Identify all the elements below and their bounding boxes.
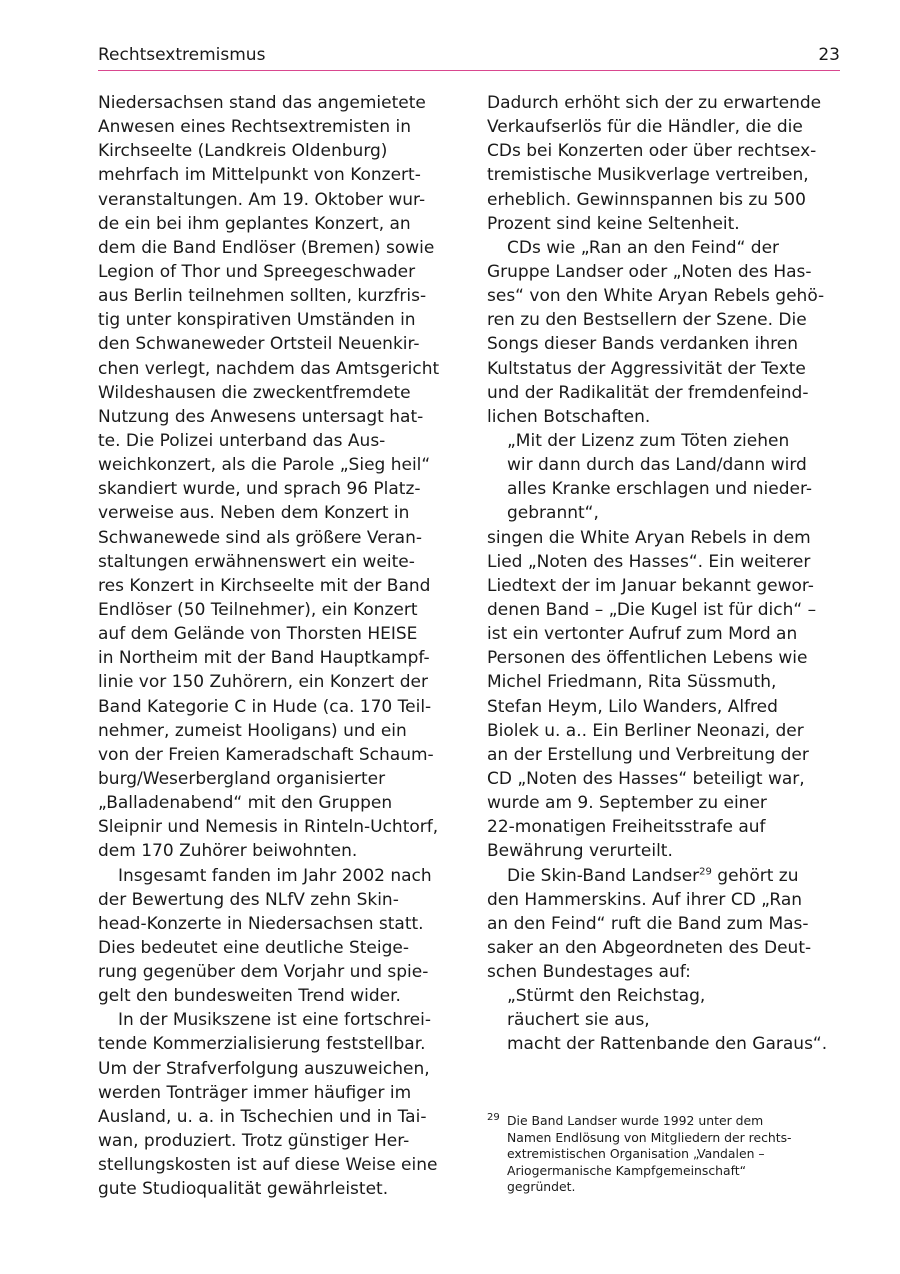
- text-line: Band Kategorie C in Hude (ca. 170 Teil-: [98, 696, 432, 717]
- text-line: Ausland, u. a. in Tschechien und in Tai-: [98, 1106, 427, 1127]
- left-column: [98, 91, 458, 1201]
- text-line: 22-monatigen Freiheitsstrafe auf: [487, 817, 766, 838]
- quote-line: räuchert sie aus,: [507, 1010, 650, 1031]
- quote-line: „Mit der Lizenz zum Töten ziehen: [507, 430, 790, 451]
- footnote-line: extremistischen Organisation „Vandalen –: [507, 1146, 765, 1162]
- text-line: dem 170 Zuhörer beiwohnten.: [98, 841, 358, 862]
- quote-line: wir dann durch das Land/dann wird: [507, 455, 807, 476]
- text-line: nehmer, zumeist Hooligans) und ein: [98, 720, 407, 741]
- text-line: Sleipnir und Nemesis in Rinteln-Uchtorf,: [98, 817, 439, 838]
- text-line: „Balladenabend“ mit den Gruppen: [98, 793, 393, 814]
- text-line: wan, produziert. Trotz günstiger Her-: [98, 1131, 410, 1152]
- text-line: gelt den bundesweiten Trend wider.: [98, 986, 401, 1007]
- text-line: CDs bei Konzerten oder über rechtsex-: [487, 141, 817, 162]
- text-line: erheblich. Gewinnspannen bis zu 500: [487, 189, 806, 210]
- text-line: von der Freien Kameradschaft Schaum-: [98, 744, 434, 765]
- text-line: lichen Botschaften.: [487, 406, 651, 427]
- paragraph: [98, 864, 458, 1009]
- text-line: Insgesamt fanden im Jahr 2002 nach: [118, 865, 432, 886]
- quote-line: alles Kranke erschlagen und nieder-: [507, 479, 812, 500]
- text-line: Legion of Thor und Spreegeschwader: [98, 261, 416, 282]
- text-line: weichkonzert, als die Parole „Sieg heil“: [98, 455, 431, 476]
- paragraph: [487, 864, 847, 985]
- text-line: in Northeim mit der Band Hauptkampf-: [98, 648, 430, 669]
- text-line: Bewährung verurteilt.: [487, 841, 673, 862]
- text-line: tremistische Musikverlage vertreiben,: [487, 165, 809, 186]
- quote-line: macht der Rattenbande den Garaus“.: [507, 1034, 828, 1055]
- text-fragment: Die Skin-Band Landser: [507, 865, 700, 886]
- text-line: staltungen erwähnenswert ein weite-: [98, 551, 415, 572]
- text-line: Um der Strafverfolgung auszuweichen,: [98, 1058, 430, 1079]
- text-line: verweise aus. Neben dem Konzert in: [98, 503, 410, 524]
- footnote-line: Ariogermanische Kampfgemeinschaft“: [507, 1162, 747, 1178]
- text-line: Anwesen eines Rechtsextremisten in: [98, 117, 411, 138]
- quote-line: gebrannt“,: [507, 503, 599, 524]
- text-line: veranstaltungen. Am 19. Oktober wur-: [98, 189, 426, 210]
- text-line: denen Band – „Die Kugel ist für dich“ –: [487, 599, 817, 620]
- page-header: [98, 44, 840, 71]
- text-line: wurde am 9. September zu einer: [487, 793, 767, 814]
- running-title: Rechtsextremismus: [98, 45, 266, 65]
- text-line: burg/Weserbergland organisierter: [98, 768, 386, 789]
- text-line: den Schwaneweder Ortsteil Neuenkir-: [98, 334, 420, 355]
- text-line: Personen des öffentlichen Lebens wie: [487, 648, 808, 669]
- paragraph: [98, 91, 458, 864]
- text-line: Liedtext der im Januar bekannt gewor-: [487, 575, 814, 596]
- text-line: head-Konzerte in Niedersachsen statt.: [98, 913, 424, 934]
- text-line: chen verlegt, nachdem das Amtsgericht: [98, 358, 440, 379]
- text-line: Nutzung des Anwesens untersagt hat-: [98, 406, 424, 427]
- text-line: Dies bedeutet eine deutliche Steige-: [98, 937, 409, 958]
- text-line: an den Feind“ ruft die Band zum Mas-: [487, 913, 809, 934]
- paragraph: [487, 526, 847, 864]
- text-line: skandiert wurde, und sprach 96 Platz-: [98, 479, 421, 500]
- text-line: mehrfach im Mittelpunkt von Konzert-: [98, 165, 421, 186]
- text-line: Wildeshausen die zweckentfremdete: [98, 382, 411, 403]
- text-line: CD „Noten des Hasses“ beteiligt war,: [487, 768, 805, 789]
- footnote-line: gegründet.: [507, 1179, 576, 1195]
- text-line: ist ein vertonter Aufruf zum Mord an: [487, 624, 798, 645]
- page-number: 23: [818, 45, 840, 65]
- footnote-text: [507, 1113, 792, 1196]
- text-line: saker an den Abgeordneten des Deut-: [487, 937, 812, 958]
- text-line: an der Erstellung und Verbreitung der: [487, 744, 809, 765]
- text-line: rung gegenüber dem Vorjahr und spie-: [98, 962, 429, 983]
- paragraph: [98, 1008, 458, 1201]
- text-line: Songs dieser Bands verdanken ihren: [487, 334, 799, 355]
- text-line: singen die White Aryan Rebels in dem: [487, 527, 811, 548]
- footnote-number: 29: [487, 1112, 500, 1123]
- text-line: schen Bundestages auf:: [487, 962, 691, 983]
- text-line: aus Berlin teilnehmen sollten, kurzfris-: [98, 286, 427, 307]
- block-quote: [487, 984, 847, 1056]
- text-line: der Bewertung des NLfV zehn Skin-: [98, 889, 399, 910]
- text-line: Schwanewede sind als größere Veran-: [98, 527, 422, 548]
- text-line: res Konzert in Kirchseelte mit der Band: [98, 575, 431, 596]
- text-line: gute Studioqualität gewährleistet.: [98, 1179, 389, 1200]
- text-line: linie vor 150 Zuhörern, ein Konzert der: [98, 672, 428, 693]
- text-line: Biolek u. a.. Ein Berliner Neonazi, der: [487, 720, 804, 741]
- text-line: Gruppe Landser oder „Noten des Has-: [487, 261, 812, 282]
- text-line: ses“ von den White Aryan Rebels gehö-: [487, 286, 825, 307]
- text-line: de ein bei ihm geplantes Konzert, an: [98, 213, 411, 234]
- text-line: In der Musikszene ist eine fortschrei-: [118, 1010, 431, 1031]
- right-column: [487, 91, 847, 1057]
- text-line: [487, 864, 847, 888]
- text-line: ren zu den Bestsellern der Szene. Die: [487, 310, 807, 331]
- paragraph: [487, 236, 847, 429]
- text-line: tende Kommerzialisierung feststellbar.: [98, 1034, 426, 1055]
- text-line: Prozent sind keine Seltenheit.: [487, 213, 740, 234]
- text-line: Michel Friedmann, Rita Süssmuth,: [487, 672, 777, 693]
- text-line: te. Die Polizei unterband das Aus-: [98, 430, 386, 451]
- text-line: werden Tonträger immer häufiger im: [98, 1082, 412, 1103]
- text-line: Verkaufserlös für die Händler, die die: [487, 117, 803, 138]
- text-line: dem die Band Endlöser (Bremen) sowie: [98, 237, 435, 258]
- footnote-reference[interactable]: 29: [699, 865, 712, 877]
- text-fragment: gehört zu: [711, 865, 799, 886]
- text-line: tig unter konspirativen Umständen in: [98, 310, 416, 331]
- text-line: Kirchseelte (Landkreis Oldenburg): [98, 141, 388, 162]
- text-line: CDs wie „Ran an den Feind“ der: [507, 237, 780, 258]
- text-line: Lied „Noten des Hasses“. Ein weiterer: [487, 551, 811, 572]
- text-line: Stefan Heym, Lilo Wanders, Alfred: [487, 696, 778, 717]
- paragraph: [487, 91, 847, 236]
- text-line: Endlöser (50 Teilnehmer), ein Konzert: [98, 599, 418, 620]
- text-line: auf dem Gelände von Thorsten HEISE: [98, 624, 418, 645]
- footnote-line: Die Band Landser wurde 1992 unter dem: [507, 1113, 764, 1128]
- block-quote: [487, 429, 847, 526]
- text-line: und der Radikalität der fremdenfeind-: [487, 382, 809, 403]
- text-line: stellungskosten ist auf diese Weise eine: [98, 1155, 438, 1176]
- quote-line: „Stürmt den Reichstag,: [507, 986, 706, 1007]
- text-line: Niedersachsen stand das angemietete: [98, 93, 426, 113]
- footnote-line: Namen Endlösung von Mitgliedern der rechts-: [507, 1129, 792, 1145]
- text-line: Dadurch erhöht sich der zu erwartende: [487, 93, 822, 113]
- text-line: Kultstatus der Aggressivität der Texte: [487, 358, 806, 379]
- text-line: den Hammerskins. Auf ihrer CD „Ran: [487, 889, 803, 910]
